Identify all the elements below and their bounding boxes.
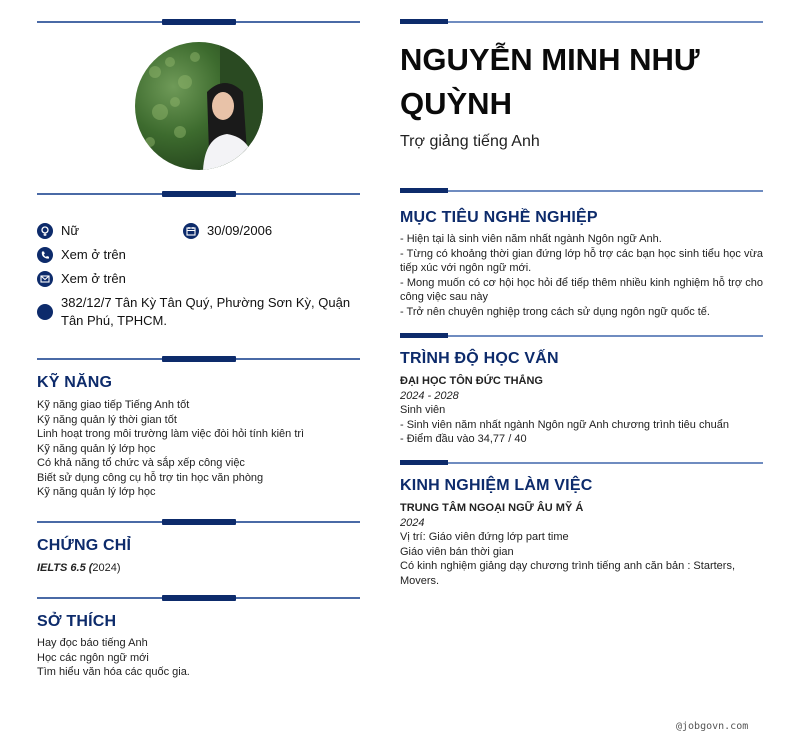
list-item: Có khả năng tổ chức và sắp xếp công việc xyxy=(37,457,245,469)
skills-divider xyxy=(37,358,360,360)
objective-line: - Mong muốn có cơ hội học hỏi để tiếp thêm nhiều kinh nghiệm hỗ trợ cho công việc sau này xyxy=(400,276,763,303)
skills-list xyxy=(37,398,357,500)
objective-title: MỤC TIÊU NGHỀ NGHIỆP xyxy=(400,209,598,226)
certificates-divider xyxy=(37,521,360,523)
list-item: Biết sử dụng công cụ hỗ trợ tin học văn phòng xyxy=(37,471,264,484)
education-block xyxy=(400,374,763,447)
gender-value: Nữ xyxy=(61,223,80,238)
objective-line: - Trở nên chuyên nghiệp trong cách sử dụng ngôn ngữ quốc tế. xyxy=(400,305,710,318)
calendar-icon xyxy=(183,223,199,239)
hobbies-title: SỞ THÍCH xyxy=(37,613,117,630)
list-item: Kỹ năng quản lý lớp học xyxy=(37,486,156,498)
name-divider xyxy=(400,21,763,23)
school-name: ĐẠI HỌC TÔN ĐỨC THẮNG xyxy=(400,375,543,387)
watermark: @jobgovn.com xyxy=(676,721,749,732)
experience-line: Có kinh nghiệm giảng dạy chương trình tiếng anh căn bản : Starters, Movers. xyxy=(400,560,736,587)
list-item: Kỹ năng giao tiếp Tiếng Anh tốt xyxy=(37,399,190,411)
experience-block xyxy=(400,501,763,588)
experience-year: 2024 xyxy=(400,516,425,529)
hobbies-list xyxy=(37,636,357,680)
certificate-item xyxy=(37,561,121,576)
hobbies-divider xyxy=(37,597,360,599)
education-title: TRÌNH ĐỘ HỌC VẤN xyxy=(400,350,559,367)
education-line: - Điểm đầu vào 34,77 / 40 xyxy=(400,433,527,445)
experience-line: Vị trí: Giáo viên đứng lớp part time xyxy=(400,531,569,543)
list-item: Tìm hiểu văn hóa các quốc gia. xyxy=(37,666,190,678)
objective-divider xyxy=(400,190,763,192)
list-item: Linh hoạt trong môi trường làm việc đòi hỏi tính kiên trì xyxy=(37,428,305,440)
certificate-year: 2024) xyxy=(92,562,121,574)
experience-divider xyxy=(400,462,763,464)
candidate-title: Trợ giảng tiếng Anh xyxy=(400,133,540,150)
avatar xyxy=(135,42,263,170)
certificate-name: IELTS 6.5 ( xyxy=(37,562,93,574)
list-item: Học các ngôn ngữ mới xyxy=(37,651,149,664)
education-period: 2024 - 2028 xyxy=(400,389,459,402)
education-line: - Sinh viên năm nhất ngành Ngôn ngữ Anh chương trình tiêu chuẩn xyxy=(400,418,729,431)
phone-value: Xem ở trên xyxy=(61,247,126,262)
birthdate-value: 30/09/2006 xyxy=(207,223,273,238)
certificates-title: CHỨNG CHỈ xyxy=(37,537,132,554)
candidate-name: NGUYỄN MINH NHƯ QUỲNH xyxy=(400,42,700,121)
experience-line: Giáo viên bán thời gian xyxy=(400,545,514,558)
venus-icon xyxy=(37,223,53,239)
objective-line: - Hiện tại là sinh viên năm nhất ngành Ngôn ngữ Anh. xyxy=(400,233,662,245)
left-divider-2 xyxy=(37,193,360,195)
phone-icon xyxy=(37,247,53,263)
address-value: 382/12/7 Tân Kỳ Tân Quý, Phường Sơn Kỳ, Quận Tân Phú, TPHCM. xyxy=(61,295,351,328)
education-role: Sinh viên xyxy=(400,404,446,416)
company-name: TRUNG TÂM NGOẠI NGỮ ÂU MỸ Á xyxy=(400,502,584,514)
skills-title: KỸ NĂNG xyxy=(37,374,113,391)
list-item: Kỹ năng quản lý lớp học xyxy=(37,442,156,455)
list-item: Kỹ năng quản lý thời gian tốt xyxy=(37,413,177,426)
experience-title: KINH NGHIỆM LÀM VIỆC xyxy=(400,477,593,494)
education-divider xyxy=(400,335,763,337)
avatar-photo xyxy=(135,42,263,170)
email-icon xyxy=(37,271,53,287)
objective-line: - Từng có khoảng thời gian đứng lớp hỗ trợ các bạn học sinh tiểu học vừa tiếp xúc với ngôn ngữ mới. xyxy=(400,247,763,274)
email-value: Xem ở trên xyxy=(61,271,126,286)
location-icon xyxy=(37,304,53,320)
top-left-divider xyxy=(37,21,360,23)
objective-text xyxy=(400,232,763,319)
list-item: Hay đọc báo tiếng Anh xyxy=(37,637,148,649)
